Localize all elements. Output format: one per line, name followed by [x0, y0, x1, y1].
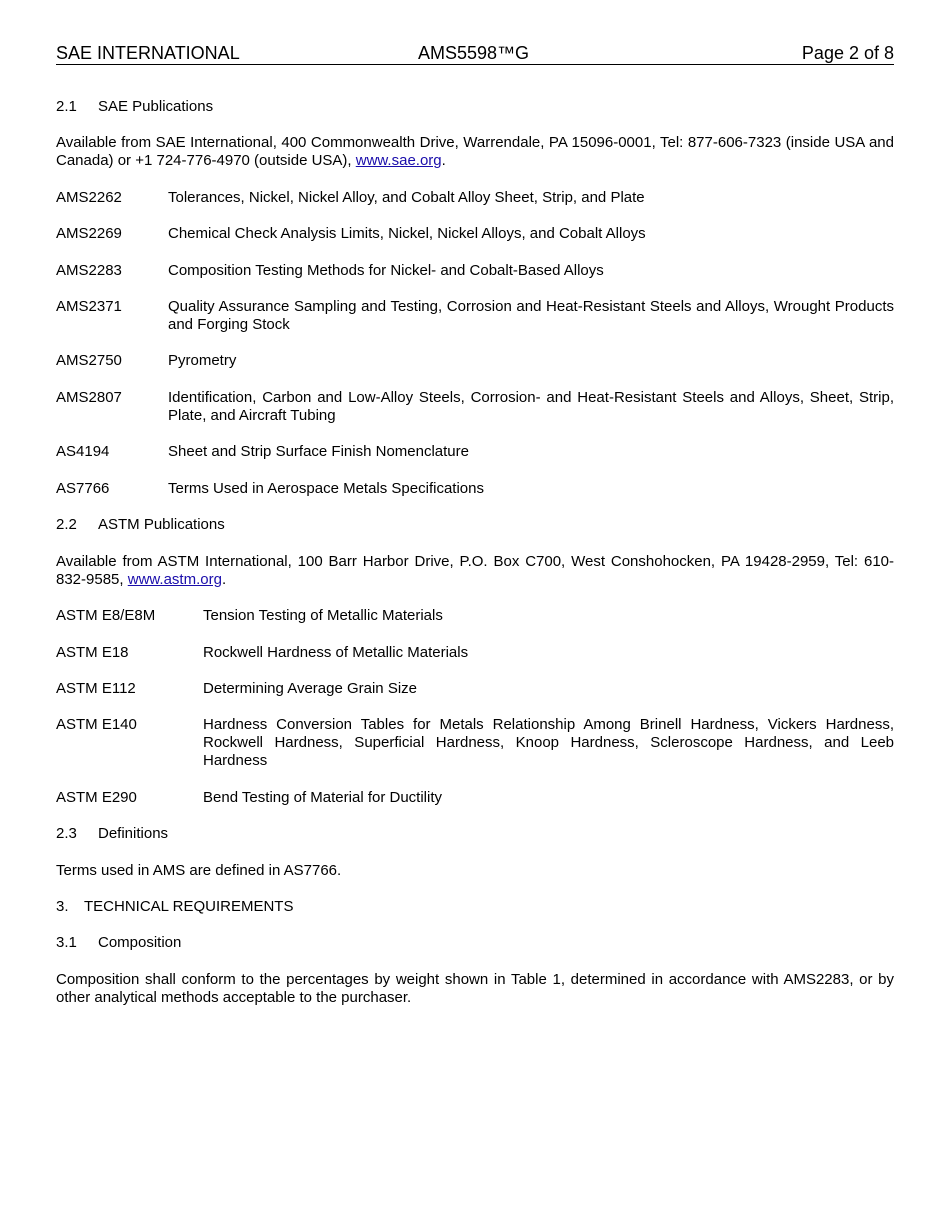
section-title: Definitions [98, 825, 169, 842]
reference-title: Hardness Conversion Tables for Metals Relationship Among Brinell Hardness, Vickers Hardness, Rockwell Hardness, Superficial Hardness, Knoop Hardness, Scleroscope Hardness, and Leeb Hardness [203, 716, 894, 769]
section-number: 2.1 [56, 98, 77, 115]
section-heading-2-3 [56, 825, 894, 843]
reference-title: Chemical Check Analysis Limits, Nickel, Nickel Alloys, and Cobalt Alloys [168, 225, 646, 242]
reference-code: AMS2269 [56, 225, 122, 242]
reference-code: ASTM E140 [56, 716, 137, 733]
sae-intro-text: Available from SAE International, 400 Commonwealth Drive, Warrendale, PA 15096-0001, Tel: 877-606-7323 (inside USA and Canada) or +1 724-776-4970 (outside USA), [56, 134, 894, 169]
section-number: 3. [56, 898, 69, 915]
reference-title: Pyrometry [168, 352, 237, 369]
reference-title: Composition Testing Methods for Nickel- and Cobalt-Based Alloys [168, 262, 604, 279]
section-heading-2-1 [56, 98, 894, 116]
reference-code: ASTM E8/E8M [56, 607, 156, 624]
reference-item [56, 480, 894, 498]
sae-website-link[interactable]: www.sae.org [355, 152, 442, 169]
reference-item [56, 443, 894, 461]
definitions-paragraph: Terms used in AMS are defined in AS7766. [56, 862, 342, 879]
reference-item [56, 389, 894, 425]
section-number: 3.1 [56, 934, 77, 951]
section-heading-3-1 [56, 934, 894, 952]
reference-item [56, 680, 894, 698]
reference-code: ASTM E18 [56, 644, 129, 661]
reference-item [56, 644, 894, 662]
sae-availability-paragraph [56, 134, 894, 170]
reference-title: Identification, Carbon and Low-Alloy Steels, Corrosion- and Heat-Resistant Steels and Alloys, Sheet, Strip, Plate, and Aircraft Tubing [168, 389, 894, 424]
reference-title: Quality Assurance Sampling and Testing, Corrosion and Heat-Resistant Steels and Alloys, Wrought Products and Forging Stock [168, 298, 894, 333]
reference-code: AMS2371 [56, 298, 122, 315]
astm-intro-text: Available from ASTM International, 100 Barr Harbor Drive, P.O. Box C700, West Conshohocken, PA 19428-2959, Tel: 610-832-9585, [56, 553, 894, 588]
header-org: SAE INTERNATIONAL [56, 43, 240, 63]
reference-code: AS4194 [56, 443, 110, 460]
section-title: Composition [98, 934, 182, 951]
reference-code: ASTM E112 [56, 680, 136, 697]
reference-code: AMS2262 [56, 189, 122, 206]
reference-title: Determining Average Grain Size [203, 680, 417, 697]
section-heading-2-2 [56, 516, 894, 534]
reference-title: Rockwell Hardness of Metallic Materials [203, 644, 469, 661]
header-page-number: Page 2 of 8 [801, 43, 894, 63]
sae-intro-tail: . [441, 152, 446, 169]
header-doc-number: AMS5598™G [418, 43, 530, 63]
astm-website-link[interactable]: www.astm.org [127, 571, 222, 588]
reference-code: ASTM E290 [56, 789, 137, 806]
reference-title: Bend Testing of Material for Ductility [203, 789, 442, 806]
section-title: SAE Publications [98, 98, 214, 115]
reference-item [56, 262, 894, 280]
reference-code: AMS2807 [56, 389, 122, 406]
reference-item [56, 789, 894, 807]
reference-item [56, 352, 894, 370]
reference-title: Tension Testing of Metallic Materials [203, 607, 443, 624]
reference-code: AMS2283 [56, 262, 122, 279]
reference-item [56, 225, 894, 243]
reference-item [56, 189, 894, 207]
astm-availability-paragraph [56, 553, 894, 589]
reference-item [56, 298, 894, 334]
section-heading-3 [56, 898, 894, 916]
section-number: 2.2 [56, 516, 77, 533]
reference-code: AMS2750 [56, 352, 122, 369]
composition-paragraph: Composition shall conform to the percentages by weight shown in Table 1, determined in accordance with AMS2283, or by other analytical methods acceptable to the purchaser. [56, 971, 894, 1006]
section-title: TECHNICAL REQUIREMENTS [84, 898, 294, 915]
section-number: 2.3 [56, 825, 77, 842]
astm-intro-tail: . [221, 571, 227, 588]
reference-title: Sheet and Strip Surface Finish Nomenclature [168, 443, 469, 460]
reference-item [56, 607, 894, 625]
page-header [56, 42, 894, 65]
reference-title: Terms Used in Aerospace Metals Specifications [168, 480, 484, 497]
section-title: ASTM Publications [98, 516, 225, 533]
reference-item [56, 716, 894, 770]
reference-code: AS7766 [56, 480, 110, 497]
reference-title: Tolerances, Nickel, Nickel Alloy, and Cobalt Alloy Sheet, Strip, and Plate [168, 189, 645, 206]
